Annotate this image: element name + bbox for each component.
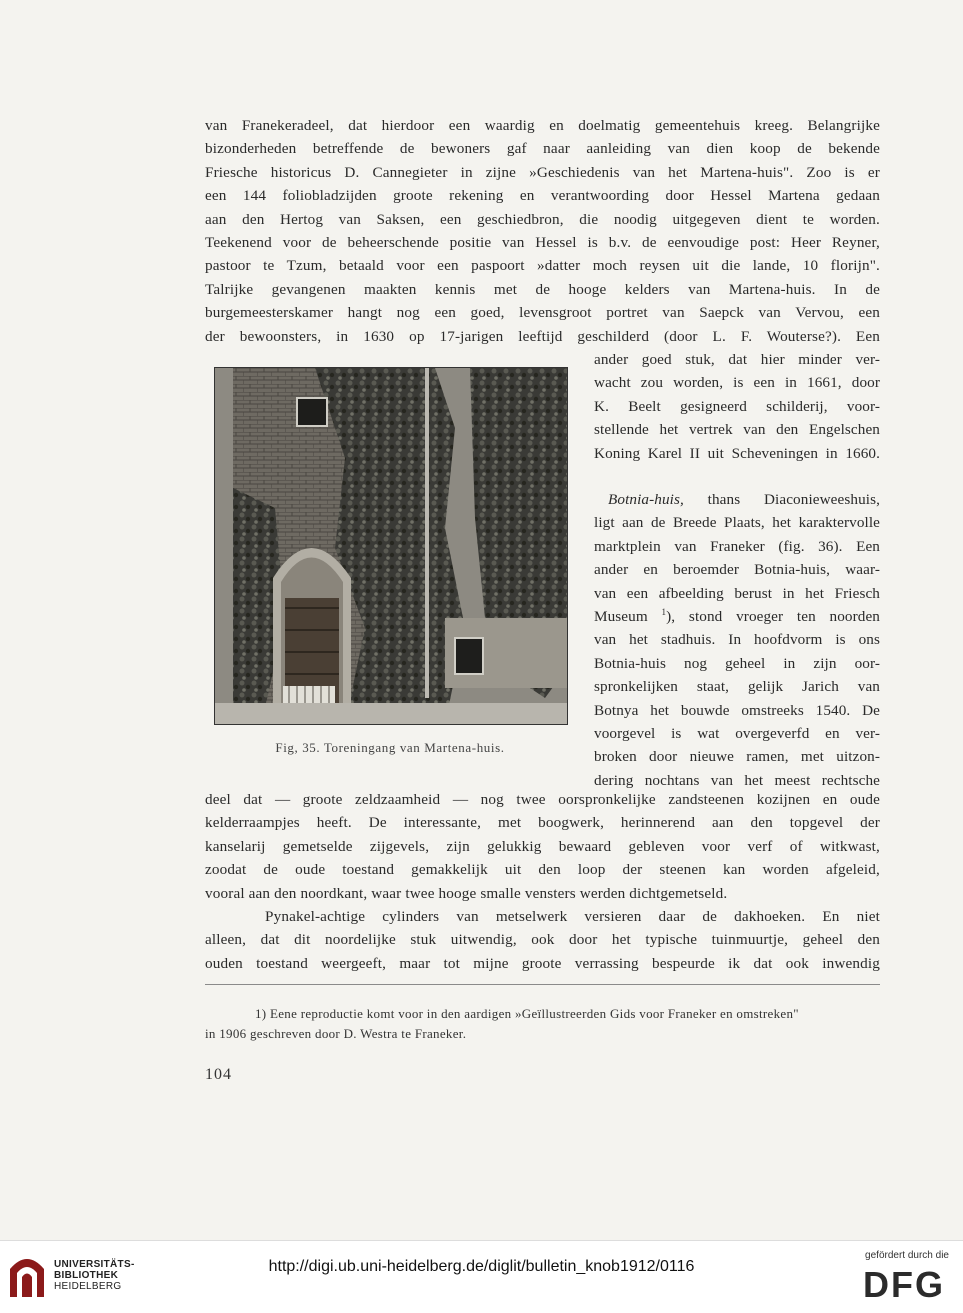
library-name-line: BIBLIOTHEK — [54, 1270, 119, 1281]
tower-photo-illustration — [215, 368, 567, 724]
text-line: voorgevel is wat overgeverfd en ver- — [594, 724, 880, 742]
text-fragment: thans Diaconieweeshuis, — [683, 491, 880, 508]
text-line: deel dat — groote zeldzaamheid — nog twee oorspronkelijke zandsteenen kozijnen en oude — [205, 791, 880, 808]
text-line — [594, 605, 880, 628]
page-number: 104 — [205, 1066, 232, 1083]
text-line: der bewoonsters, in 1630 op 17-jarigen leeftijd geschilderd (door L. F. Wouterse?). Een — [205, 327, 880, 345]
text-line: Friesche historicus D. Cannegieter in zijne »Geschiedenis van het Martena-huis". Zoo is er — [205, 163, 880, 181]
library-name-line: UNIVERSITÄTS- — [54, 1259, 135, 1270]
text-line: aan den Hertog van Saksen, een geschiedbron, die noodig uitgegeven dient te worden. — [205, 210, 880, 228]
text-line: ander goed stuk, dat hier minder ver- — [594, 351, 880, 368]
text-fragment: Museum — [594, 607, 662, 625]
side-column-paragraph-1 — [594, 348, 880, 465]
paragraph-1 — [205, 114, 880, 348]
dfg-logo-text: DFG — [863, 1266, 945, 1302]
text-line: pastoor te Tzum, betaald voor een paspoort »datter moch reysen uit die lande, 10 florijn". — [205, 257, 880, 275]
text-line: kanselarij gemetselde zijgevels, zijn gelukkig bewaard gebleven voor verf of witkwast, — [205, 837, 880, 855]
text-line: wacht zou worden, is een in 1661, door — [594, 374, 880, 392]
text-line: Botnya het bouwde omstreeks 1540. De — [594, 701, 880, 719]
text-line: marktplein van Franeker (fig. 36). Een — [594, 537, 880, 555]
text-line: van Franekeradeel, dat hierdoor een waardig en doelmatig gemeentehuis kreeg. Belangrijke — [205, 117, 880, 134]
text-line: burgemeesterskamer hangt nog een goed, levensgroot portret van Saepck van Vervou, een — [205, 304, 880, 322]
text-line: Pynakel-achtige cylinders van metselwerk versieren daar de dakhoeken. En niet — [265, 908, 880, 925]
text-line: van het stadhuis. In hoofdvorm is ons — [594, 631, 880, 649]
dfg-logo-icon — [857, 1266, 951, 1302]
figure-caption: Fig, 35. Toreningang van Martena-huis. — [275, 740, 505, 755]
text-line: K. Beelt gesigneerd schilderij, voor- — [594, 397, 880, 415]
text-fragment: ), stond vroeger ten noorden — [666, 607, 881, 625]
library-name-line: HEIDELBERG — [54, 1281, 122, 1292]
text-line: een 144 foliobladzijden groote rekening en verantwoording door Hessel Martena gedaan — [205, 187, 880, 205]
footnote-divider — [205, 984, 880, 985]
text-line: Koning Karel II uit Scheveningen in 1660. — [594, 444, 880, 462]
paragraph-2 — [205, 788, 880, 905]
paragraph-3 — [205, 905, 880, 975]
text-line: Teekenend voor de beheerschende positie van Hessel is b.v. de eenvoudige post: Heer Reyner, — [205, 233, 880, 251]
text-line: Talrijke gevangenen maakten kennis met de hooge kelders van Martena-huis. In de — [205, 280, 880, 298]
text-line: zoodat de oude toestand gemakkelijk uit den loop der steenen kan worden afgeleid, — [205, 861, 880, 879]
text-line: van een afbeelding berust in het Friesch — [594, 584, 880, 602]
side-column-paragraph-2 — [594, 488, 880, 792]
text-line: Botnia-huis nog geheel in zijn oor- — [594, 654, 880, 672]
text-line: ligt aan de Breede Plaats, het karaktervolle — [594, 514, 880, 532]
text-line: broken door nieuwe ramen, met uitzon- — [594, 748, 880, 766]
text-line: dering nochtans van het meest rechtsche — [594, 771, 880, 789]
text-line: ouden toestand weergeeft, maar tot mijne groote verrassing bespeurde ik dat ook inwendig — [205, 954, 880, 972]
text-line: vooral aan den noordkant, waar twee hooge smalle vensters werden dichtgemetseld. — [205, 884, 728, 902]
text-line — [594, 488, 880, 511]
figure-photo-tower-entrance — [214, 367, 568, 725]
footer-bar — [0, 1240, 963, 1313]
footnote — [205, 1004, 880, 1044]
text-line: ander en beroemder Botnia-huis, waar- — [594, 561, 880, 579]
footnote-reference: 1 — [661, 606, 667, 617]
text-line: alleen, dat dit noordelijke stuk uitwendig, ook door het typische tuinmuurtje, geheel den — [205, 931, 880, 949]
botnia-huis-term: Botnia-huis, — [608, 491, 684, 508]
text-line: spronkelijken staat, gelijk Jarich van — [594, 678, 880, 696]
funded-by-label: gefördert durch die — [865, 1250, 949, 1261]
permalink-url[interactable]: http://digi.ub.uni-heidelberg.de/diglit/bulletin_knob1912/0116 — [268, 1258, 695, 1275]
text-line: stellende het vertrek van den Engelschen — [594, 421, 880, 439]
footnote-line: 1) Eene reproductie komt voor in den aardigen »Geïllustreerden Gids voor Franeker en omstreken" — [255, 1006, 799, 1021]
footnote-line: in 1906 geschreven door D. Westra te Franeker. — [205, 1026, 467, 1041]
text-line: bizonderheden betreffende de bewoners gaf naar aanleiding van dien koop de bekende — [205, 140, 880, 158]
text-line: kelderraampjes heeft. De interessante, met boogwerk, herinnerend aan den topgevel der — [205, 814, 880, 832]
